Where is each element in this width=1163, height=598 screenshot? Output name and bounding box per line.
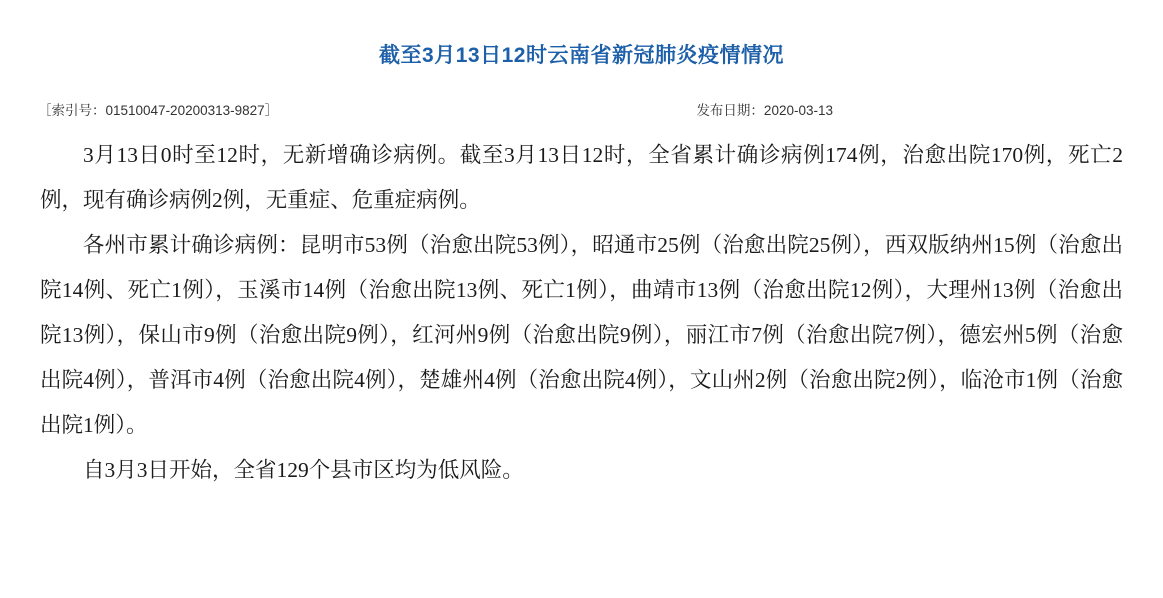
paragraph-city-breakdown: 各州市累计确诊病例：昆明市53例（治愈出院53例），昭通市25例（治愈出院25例），西双版纳州15例（治愈出院14例、死亡1例），玉溪市14例（治愈出院13例、死亡1例），曲靖市13例（治愈出院12例），大理州13例（治愈出院13例），保山市9例（治愈出院9例），红河州9例（治愈出院9例），丽江市7例（治愈出院7例），德宏州5例（治愈出院4例），普洱市4例（治愈出院4例），楚雄州4例（治愈出院4例），文山州2例（治愈出院2例），临沧市1例（治愈出院1例）。 — [40, 233, 1123, 438]
document-page — [0, 14, 1163, 598]
paragraph-summary: 3月13日0时至12时，无新增确诊病例。截至3月13日12时，全省累计确诊病例174例，治愈出院170例，死亡2例，现有确诊病例2例，无重症、危重症病例。 — [40, 143, 1123, 213]
index-number: ［索引号：01510047-20200313-9827］ — [38, 103, 279, 119]
document-meta — [0, 99, 1163, 119]
paragraph-risk-level: 自3月3日开始，全省129个县市区均为低风险。 — [83, 458, 524, 483]
document-body — [0, 133, 1163, 493]
page-title: 截至3月13日12时云南省新冠肺炎疫情情况 — [379, 44, 784, 68]
publish-date: 发布日期：2020-03-13 — [696, 103, 833, 119]
